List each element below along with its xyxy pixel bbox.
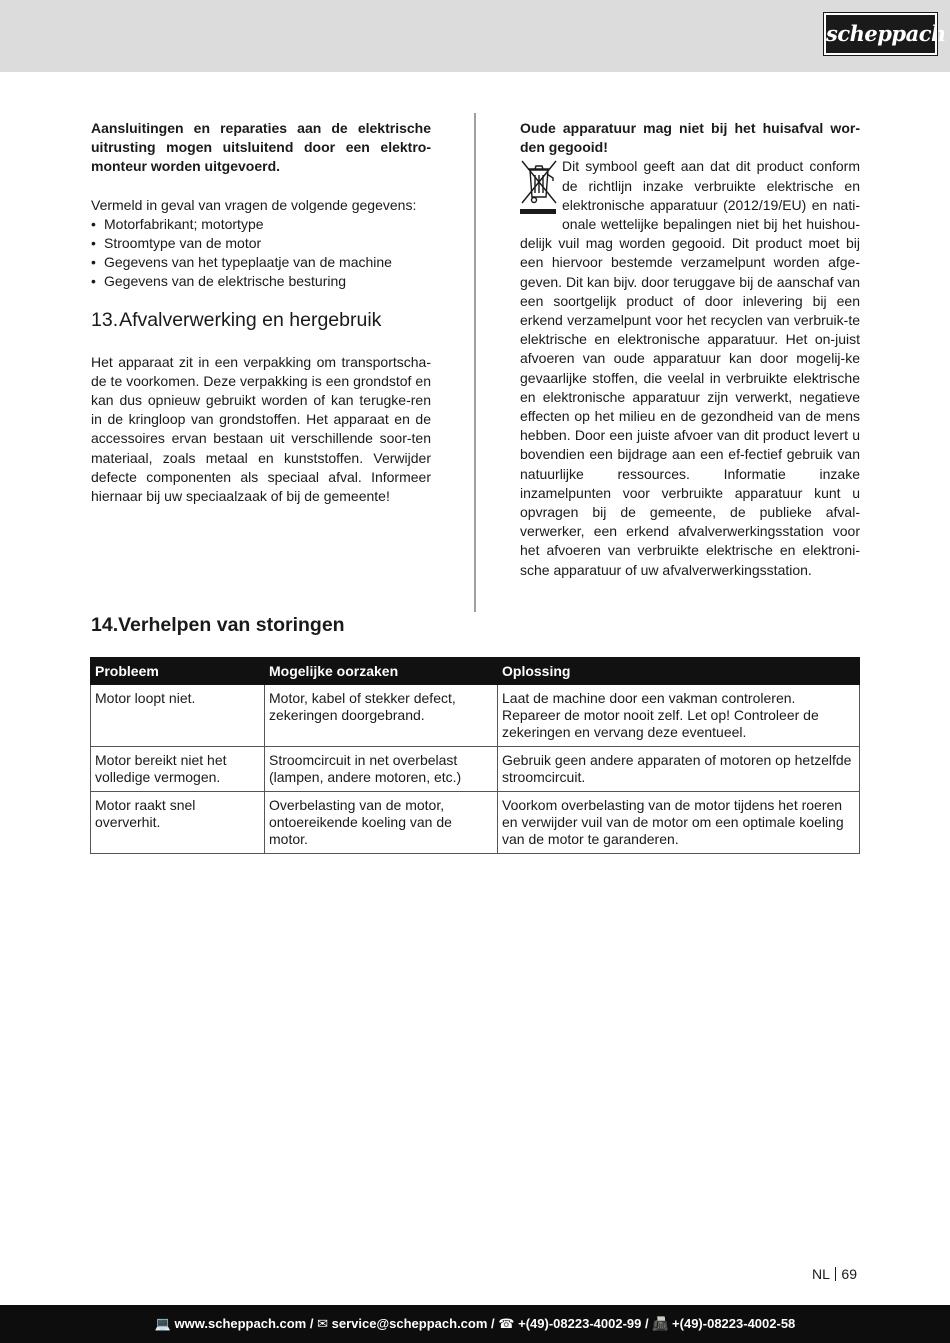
column-header-problem: Probleem (91, 658, 265, 685)
page-number (812, 1265, 857, 1283)
scheppach-logo: scheppach (824, 13, 937, 55)
section-14-title: Verhelpen van storingen (118, 614, 345, 636)
phone-number[interactable]: +(49)-08223-4002-99 (518, 1316, 642, 1331)
footer-separator: / (309, 1316, 314, 1331)
electrical-warning: Aansluitingen en reparaties aan de elektrische uitrusting mogen uitsluitend door een elektro-monteur worden uitgevoerd. (91, 120, 431, 175)
questions-intro: Vermeld in geval van vragen de volgende gegevens: (91, 196, 417, 213)
page-number-separator (835, 1267, 837, 1281)
list-item: • Gegevens van het typeplaatje van de machine (91, 253, 431, 272)
cause-cell: Overbelasting van de motor, ontoereikende koeling van de motor. (265, 792, 498, 854)
solution-cell: Voorkom overbelasting van de motor tijdens het roeren en verwijder vuil van de motor om een optimale koeling van de motor te garanderen. (498, 792, 860, 854)
solution-cell: Gebruik geen andere apparaten of motoren op hetzelfde stroomcircuit. (498, 747, 860, 792)
column-header-solution: Oplossing (498, 658, 860, 685)
section-13-number: 13. (91, 308, 119, 331)
list-item: • Gegevens van de elektrische besturing (91, 272, 431, 291)
cause-cell: Stroomcircuit in net overbelast (lampen, andere motoren, etc.) (265, 747, 498, 792)
section-14-number: 14. (91, 614, 119, 636)
table-header-row (91, 658, 860, 685)
footer-separator: / (491, 1316, 495, 1331)
header-band (0, 0, 950, 72)
list-item: • Stroomtype van de motor (91, 234, 431, 253)
problem-cell: Motor loopt niet. (91, 685, 265, 747)
contact-footer (0, 1305, 950, 1343)
column-divider (474, 113, 476, 612)
mail-icon: ✉ (317, 1316, 329, 1331)
website-link[interactable]: www.scheppach.com (174, 1316, 307, 1331)
email-link[interactable]: service@scheppach.com (331, 1316, 488, 1331)
problem-cell: Motor raakt snel oververhit. (91, 792, 265, 854)
section-13-title: Afvalverwerking en hergebruik (119, 308, 382, 331)
computer-icon: 💻 (154, 1316, 171, 1331)
right-column (520, 119, 860, 580)
section-13-heading (91, 308, 431, 332)
table-row (91, 685, 860, 747)
list-item: • Motorfabrikant; motortype (91, 215, 431, 234)
fax-icon: 📠 (652, 1316, 669, 1331)
solution-cell: Laat de machine door een vakman controleren. Repareer de motor nooit zelf. Let op! Controleer de zekeringen en vervang deze eventueel. (498, 685, 860, 747)
disposal-text: Dit symbool geeft aan dat dit product conform de richtlijn inzake verbruikte elektrische en elektronische apparatuur (2012/19/EU) en nati-onale wettelijke bepalingen niet bij het huishou-delijk vuil mag worden gegooid. Dit product moet bij een hiervoor bestemde verzamelpunt worden afge-geven. Dit kan bijv. door teruggave bij de aanschaf van een soortgelijk product of door inlevering bij een erkend verzamelpunt voor het recyclen van verbruik-te elektrische en elektronische apparatuur. Het on-juist afvoeren van oude apparatuur kan door mogelij-ke gevaarlijke stoffen, die veelal in verbruikte elektrische en elektronische apparatuur zijn verwerkt, negatieve effecten op het milieu en de gezondheid van de mens hebben. Door een juiste afvoer van dit product levert u bovendien een bijdrage aan een ef-fectief gebruik van natuurlijke ressources. Informatie inzake inzamelpunten voor verbruikte apparatuur kunt u opvragen bij de gemeente, de publieke afval-verwerker, een erkend afvalverwerkingsstation voor het afvoeren van verbruikte elektrische en elektroni-sche apparatuur of uw afvalverwerkingsstation. (520, 158, 860, 578)
section-13-text: Het apparaat zit in een verpakking om transportscha-de te voorkomen. Deze verpakking is een grondstof en kan dus opnieuw gebruikt worden of kan terugke-ren in de kringloop van grondstoffen. Het apparaat en de accessoires ervan bestaan uit verschillende soor-ten materiaal, zoals metaal en kunststoffen. Verwijder defecte componenten als speciaal afval. Informeer hiernaar bij uw speciaalzaak of bij de gemeente! (91, 353, 431, 505)
page-language: NL (812, 1266, 830, 1282)
fax-number: +(49)-08223-4002-58 (672, 1316, 796, 1331)
cause-cell: Motor, kabel of stekker defect, zekeringen doorgebrand. (265, 685, 498, 747)
troubleshooting-table (90, 657, 860, 854)
page-number-value: 69 (841, 1266, 857, 1282)
info-bullet-list (91, 215, 431, 292)
footer-separator: / (644, 1316, 649, 1331)
table-row (91, 792, 860, 854)
column-header-causes: Mogelijke oorzaken (265, 658, 498, 685)
disposal-heading: Oude apparatuur mag niet bij het huisafval wor-den gegooid! (520, 120, 860, 156)
table-row (91, 747, 860, 792)
phone-icon: ☎ (498, 1316, 515, 1331)
problem-cell: Motor bereikt niet het volledige vermogen. (91, 747, 265, 792)
section-14-heading (91, 613, 345, 637)
left-column (91, 119, 431, 506)
weee-crossed-bin-icon (520, 157, 558, 217)
